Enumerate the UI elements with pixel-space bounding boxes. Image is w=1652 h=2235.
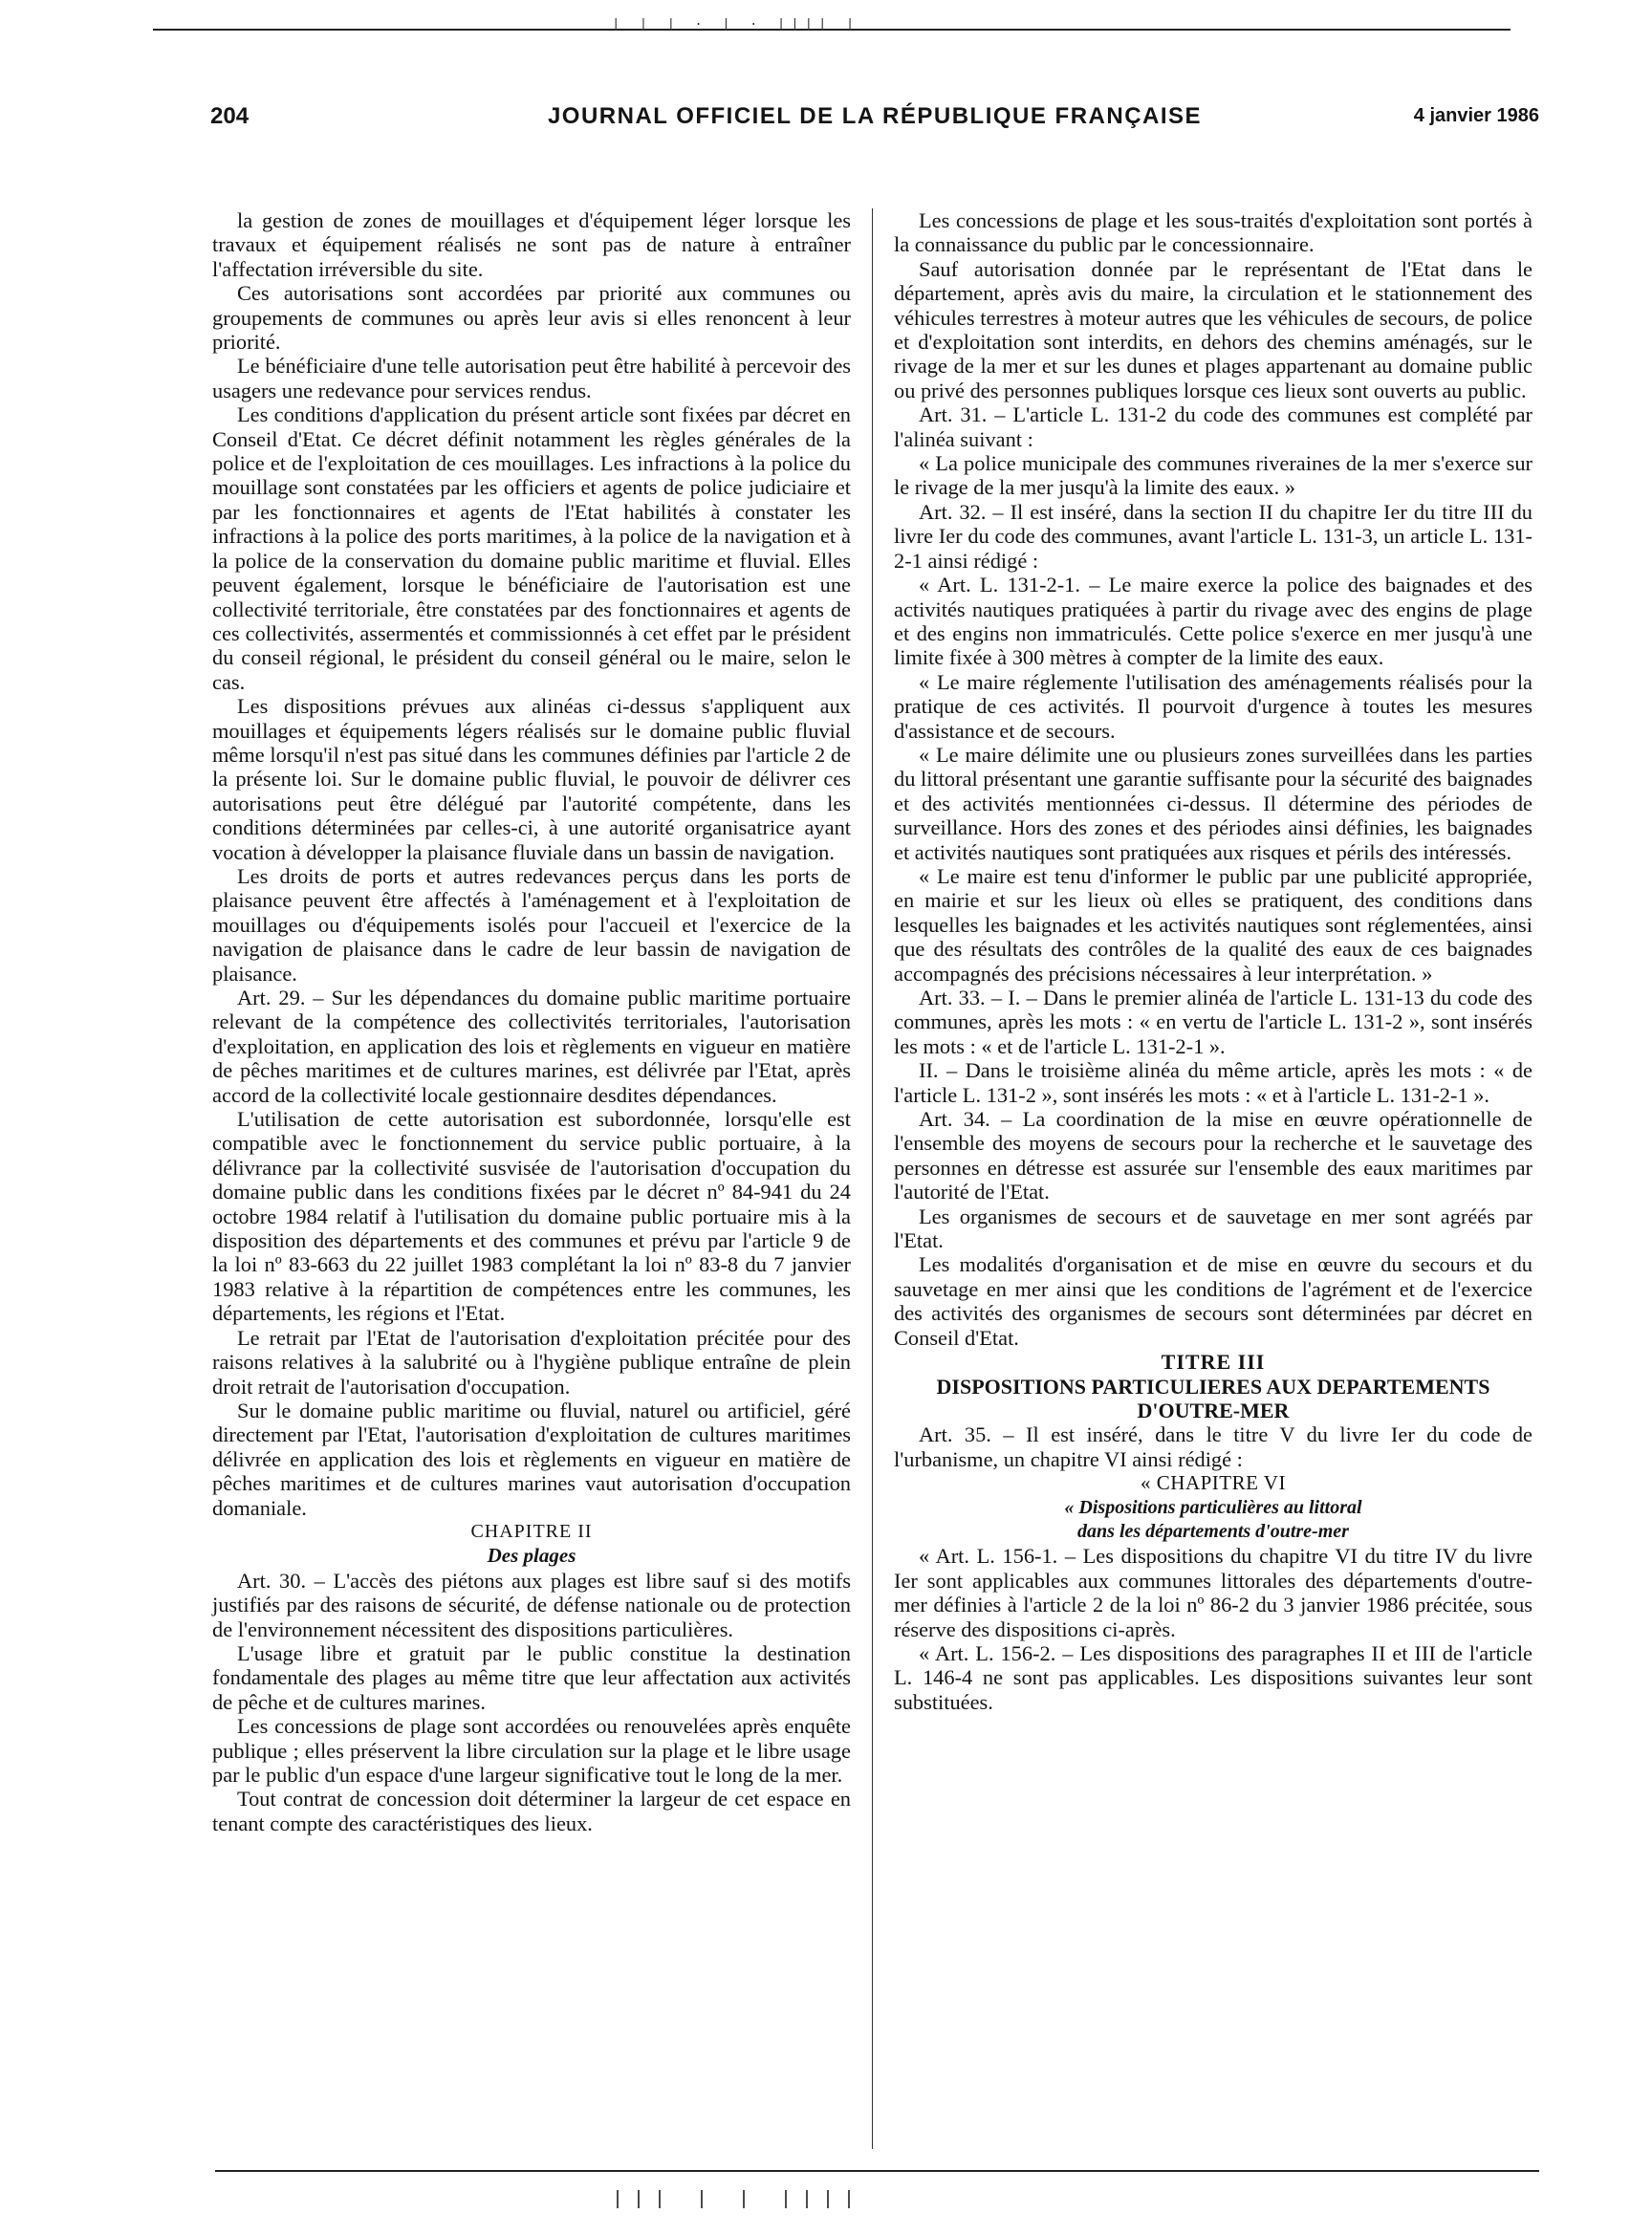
section-heading: dans les départements d'outre-mer xyxy=(1077,1520,1349,1542)
paragraph: « Art. L. 156-2. – Les dispositions des paragraphes II et III de l'article L. 146-4 ne sont pas applicables. Les dispositions suivantes leur sont substituées. xyxy=(894,1640,1532,1714)
paragraph: Les dispositions prévues aux alinéas ci-dessus s'appliquent aux mouillages et équipements légers réalisés sur le domaine public fluvial même lorsqu'il n'est pas situé dans les communes définies par l'article 2 de la présente loi. Sur le domaine public fluvial, le pouvoir de délivrer ces autorisations peut être délégué par l'autorité compétente, dans les conditions déterminées par celles-ci, à une autorité organisatrice ayant vocation à développer la plaisance fluviale dans un bassin de navigation. xyxy=(212,694,851,864)
paragraph: « Le maire réglemente l'utilisation des aménagements réalisés pour la pratique de ces activités. Il pourvoit d'urgence à toutes les mesures d'assistance et de secours. xyxy=(894,669,1532,743)
paragraph: Les droits de ports et autres redevances perçus dans les ports de plaisance peuvent être affectés à l'aménagement et à l'exploitation de mouillages ou d'équipements isolés pour l'accueil et l'exercice de la navigation de plaisance dans le cadre de leur bassin de navigation de plaisance. xyxy=(212,863,851,986)
paragraph: Les organismes de secours et de sauvetage en mer sont agréés par l'Etat. xyxy=(894,1204,1532,1253)
bottom-rule-marks: ||| | | |||| xyxy=(612,2189,865,2211)
top-rule-marks: | | | · | · |||| | xyxy=(612,17,860,33)
paragraph: « Le maire délimite une ou plusieurs zones surveillées dans les parties du littoral présentant une garantie suffisante pour la sécurité des baignades et des activités mentionnées ci-dessus. Il détermine des périodes de surveillance. Hors des zones et des périodes ainsi définies, les baignades et activités nautiques sont pratiquées aux risques et périls des intéressés. xyxy=(894,742,1532,864)
paragraph: « La police municipale des communes riveraines de la mer s'exerce sur le rivage de la mer jusqu'à la limite des eaux. » xyxy=(894,451,1532,500)
bottom-rule xyxy=(215,2170,1539,2172)
paragraph: la gestion de zones de mouillages et d'équipement léger lorsque les travaux et équipement réalisés ne sont pas de nature à entraîner l'affectation irréversible du site. xyxy=(212,208,851,281)
page-number: 204 xyxy=(210,103,250,129)
paragraph: Art. 32. – Il est inséré, dans la section II du chapitre Ier du titre III du livre Ier du code des communes, avant l'article L. 131-3, un article L. 131-2-1 ainsi rédigé : xyxy=(894,499,1532,573)
left-column xyxy=(212,208,851,1835)
section-heading: TITRE III xyxy=(1161,1350,1266,1375)
section-heading: « Dispositions particulières au littoral xyxy=(1064,1496,1362,1518)
paragraph: II. – Dans le troisième alinéa du même article, après les mots : « de l'article L. 131-2 », sont insérés les mots : « et à l'article L. 131-2-1 ». xyxy=(894,1058,1532,1107)
paragraph: Les modalités d'organisation et de mise en œuvre du secours et du sauvetage en mer ainsi que les conditions de l'agrément et de l'exercice des activités des organismes de secours sont déterminées par décret en Conseil d'Etat. xyxy=(894,1252,1532,1350)
paragraph: « Art. L. 131-2-1. – Le maire exerce la police des baignades et des activités nautiques pratiquées à partir du rivage avec des engins de plage et des engins non immatriculés. Cette police s'exerce en mer jusqu'à une limite fixée à 300 mètres à compter de la limite des eaux. xyxy=(894,573,1532,670)
paragraph: Art. 29. – Sur les dépendances du domaine public maritime portuaire relevant de la compétence des collectivités territoriales, l'autorisation d'exploitation, en application des lois et règlements en vigueur en matière de pêches maritimes et de cultures marines, est délivrée par l'Etat, après accord de la collectivité locale gestionnaire desdites dépendances. xyxy=(212,986,851,1107)
paragraph: Art. 34. – La coordination de la mise en œuvre opérationnelle de l'ensemble des moyens de secours pour la recherche et le sauvetage des personnes en détresse est assurée sur l'ensemble des eaux maritimes par l'autorité de l'Etat. xyxy=(894,1107,1532,1204)
paragraph: L'usage libre et gratuit par le public constitue la destination fondamentale des plages au même titre que leur affectation aux activités de pêche et de cultures marines. xyxy=(212,1640,851,1714)
paragraph: Sur le domaine public maritime ou fluvial, naturel ou artificiel, géré directement par l'Etat, l'autorisation d'exploitation de cultures maritimes délivrée en application des lois et règlements en vigueur en matière de pêches maritimes et de cultures marines vaut autorisation d'occupation domaniale. xyxy=(212,1398,851,1520)
paragraph: Les concessions de plage sont accordées ou renouvelées après enquête publique ; elles préservent la libre circulation sur la plage et le libre usage par le public d'un espace d'une largeur significative tout le long de la mer. xyxy=(212,1714,851,1787)
paragraph: Ces autorisations sont accordées par priorité aux communes ou groupements de communes ou après leur avis si elles renoncent à leur priorité. xyxy=(212,281,851,355)
section-heading: CHAPITRE II xyxy=(470,1520,593,1542)
section-heading: DISPOSITIONS PARTICULIERES AUX DEPARTEMENTS D'OUTRE-MER xyxy=(936,1374,1490,1422)
paragraph: Art. 31. – L'article L. 131-2 du code des communes est complété par l'alinéa suivant : xyxy=(894,402,1532,451)
column-divider xyxy=(872,208,873,2149)
paragraph: Les concessions de plage et les sous-traités d'exploitation sont portés à la connaissance du public par le concessionnaire. xyxy=(894,208,1532,257)
page-header xyxy=(210,103,1539,141)
paragraph: Le bénéficiaire d'une telle autorisation peut être habilité à percevoir des usagers une redevance pour services rendus. xyxy=(212,354,851,402)
issue-date: 4 janvier 1986 xyxy=(1413,105,1539,126)
paragraph: Tout contrat de concession doit déterminer la largeur de cet espace en tenant compte des caractéristiques des lieux. xyxy=(212,1787,851,1835)
paragraph: Art. 30. – L'accès des piétons aux plages est libre sauf si des motifs justifiés par des raisons de sécurité, de défense nationale ou de protection de l'environnement nécessitent des dispositions particulières. xyxy=(212,1568,851,1641)
paragraph: Art. 33. – I. – Dans le premier alinéa de l'article L. 131-13 du code des communes, après les mots : « en vertu de l'article L. 131-2 », sont insérés les mots : « et de l'article L. 131-2-1 ». xyxy=(894,986,1532,1058)
paragraph: Les conditions d'application du présent article sont fixées par décret en Conseil d'Etat. Ce décret définit notamment les règles générales de la police et de l'exploitation de ces mouillages. Les infractions à la police du mouillage sont constatées par les officiers et agents de police judiciaire et par les fonctionnaires et agents de l'Etat habilités à constater les infractions à la police des ports maritimes, à la police de la navigation et à la police de la conservation du domaine public maritime et fluvial. Elles peuvent également, lorsque le bénéficiaire de l'autorisation est une collectivité territoriale, être constatées par des fonctionnaires et agents de ces collectivités, assermentés et commissionnés à cet effet par le président du conseil régional, le président du conseil général ou le maire, selon le cas. xyxy=(212,402,851,694)
paragraph: « Art. L. 156-1. – Les dispositions du chapitre VI du titre IV du livre Ier sont applicables aux communes littorales des départements d'outre-mer définies à l'article 2 de la loi nº 86-2 du 3 janvier 1986 précitée, sous réserve des dispositions ci-après. xyxy=(894,1544,1532,1641)
paragraph: Sauf autorisation donnée par le représentant de l'Etat dans le département, après avis du maire, la circulation et le stationnement des véhicules terrestres à moteur autres que les véhicules de secours, de police et d'exploitation sont interdits, en dehors des chemins aménagés, sur le rivage de la mer et sur les dunes et plages appartenant au domaine public ou privé des personnes publiques lorsque ces lieux sont ouverts au public. xyxy=(894,256,1532,402)
paragraph: Le retrait par l'Etat de l'autorisation d'exploitation précitée pour des raisons relatives à la salubrité ou à l'hygiène publique entraîne de plein droit retrait de l'autorisation d'occupation. xyxy=(212,1325,851,1399)
section-heading: Des plages xyxy=(487,1544,576,1568)
paragraph: Art. 35. – Il est inséré, dans le titre V du livre Ier du code de l'urbanisme, un chapitre VI ainsi rédigé : xyxy=(894,1422,1532,1471)
section-heading: « CHAPITRE VI xyxy=(1141,1471,1286,1495)
paragraph: « Le maire est tenu d'informer le public par une publicité appropriée, en mairie et sur les lieux où elles se pratiquent, des conditions dans lesquelles les baignades et les activités nautiques sont réglementées, ainsi que des résultats des contrôles de la qualité des eaux de ces baignades accompagnés des précisions nécessaires à leur interprétation. » xyxy=(894,863,1532,986)
paragraph: L'utilisation de cette autorisation est subordonnée, lorsqu'elle est compatible avec le fonctionnement du service public portuaire, à la délivrance par la collectivité susvisée de l'autorisation d'occupation du domaine public dans les conditions fixées par le décret nº 84-941 du 24 octobre 1984 relatif à l'utilisation du domaine public portuaire mis à la disposition des départements et des communes et prévu par l'article 9 de la loi nº 83-663 du 22 juillet 1983 complétant la loi nº 83-8 du 7 janvier 1983 relative à la répartition de compétences entre les communes, les départements, les régions et l'Etat. xyxy=(212,1107,851,1326)
right-column xyxy=(894,208,1532,1714)
journal-title: JOURNAL OFFICIEL DE LA RÉPUBLIQUE FRANÇAISE xyxy=(547,103,1203,129)
